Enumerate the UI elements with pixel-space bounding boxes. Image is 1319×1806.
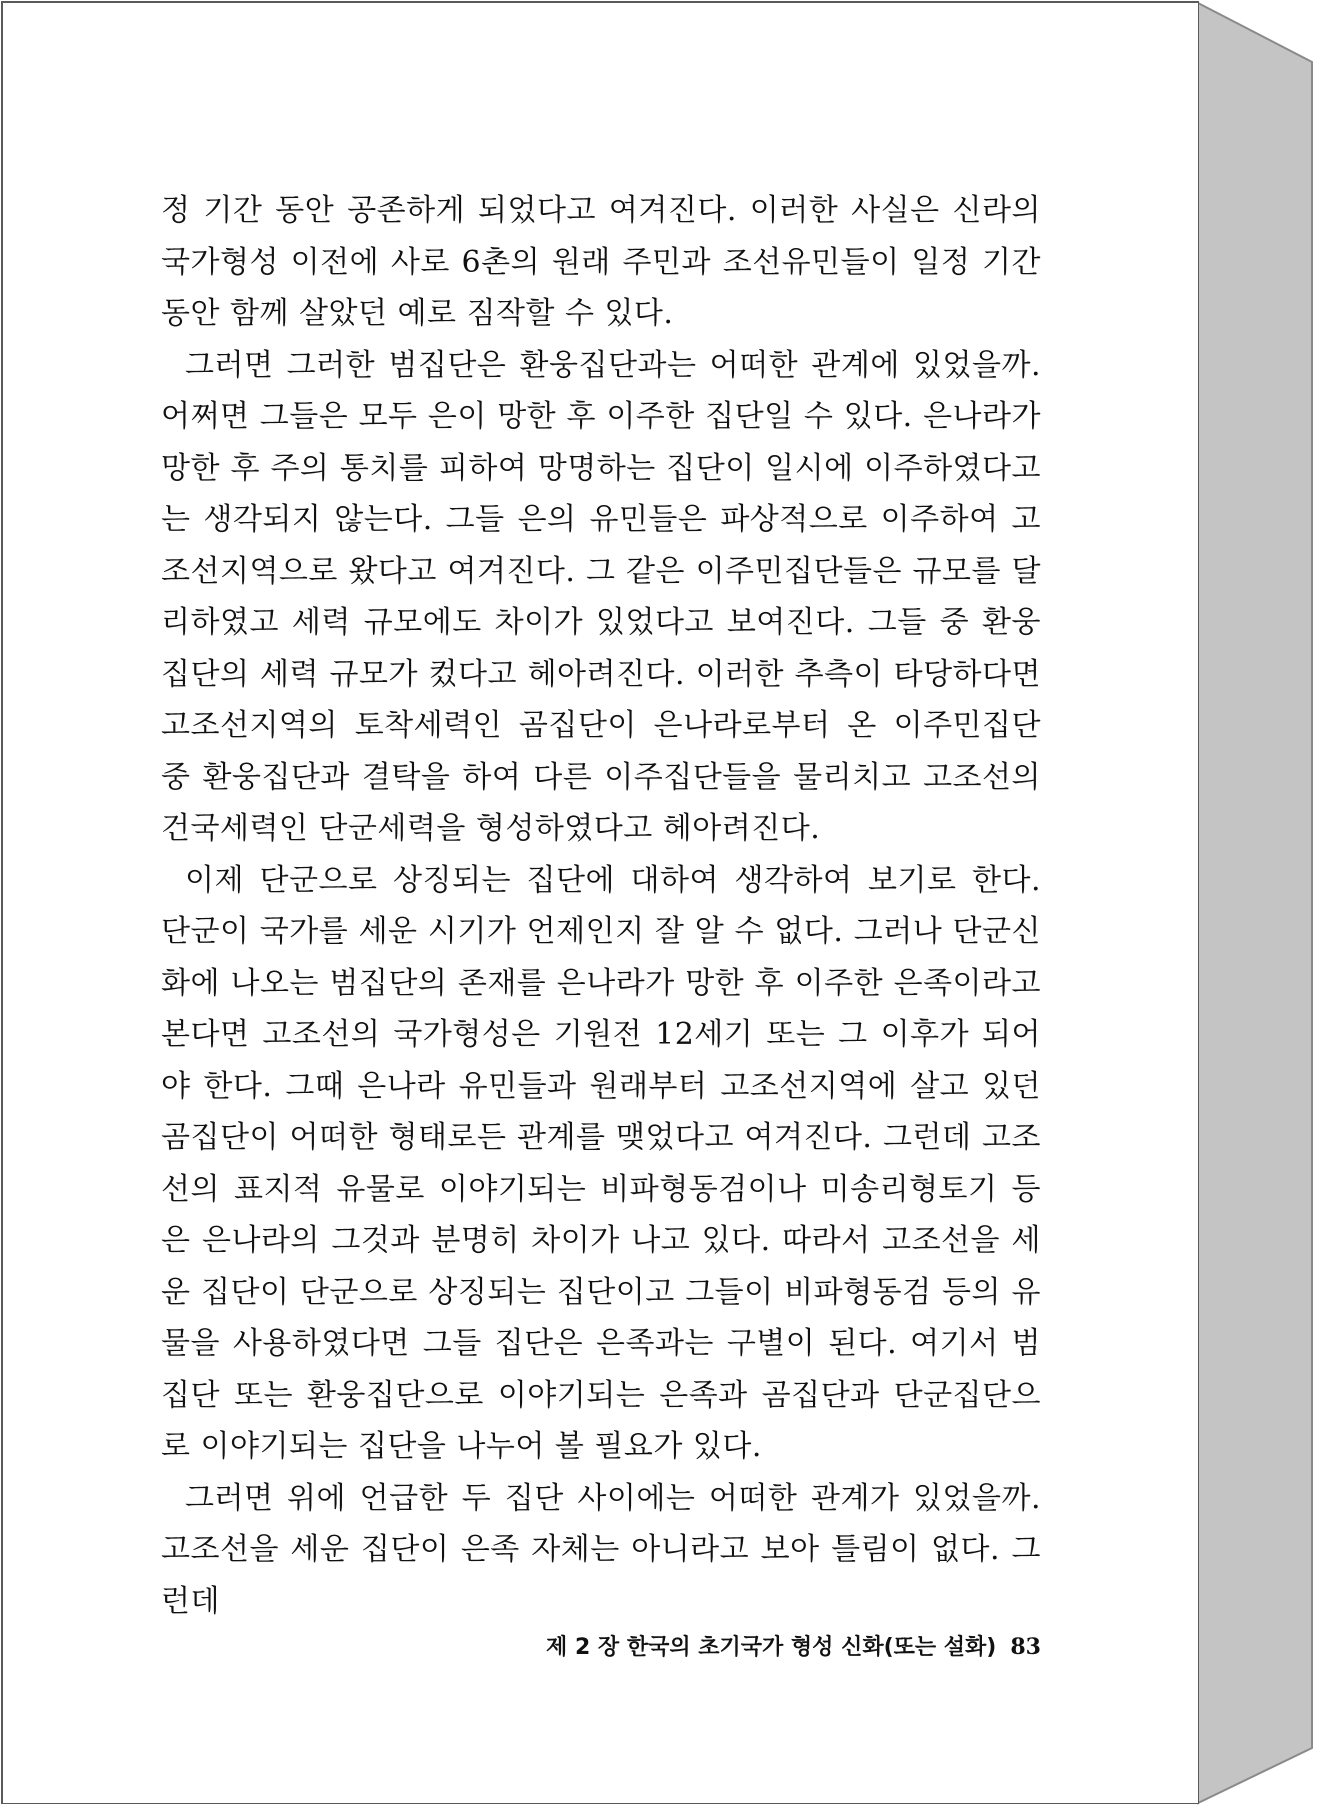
page-footer (523, 1630, 1041, 1661)
book-page (3, 3, 1198, 1803)
paragraph: 정 기간 동안 공존하게 되었다고 여겨진다. 이러한 사실은 신라의 국가형성 이전에 사로 6촌의 원래 주민과 조선유민들이 일정 기간 동안 함께 살았던 예로 짐작할 수 있다. (161, 193, 1041, 331)
paragraph: 이제 단군으로 상징되는 집단에 대하여 생각하여 보기로 한다. 단군이 국가를 세운 시기가 언제인지 잘 알 수 없다. 그러나 단군신화에 나오는 범집단의 존재를 은나라가 망한 후 이주한 은족이라고 본다면 고조선의 국가형성은 기원전 12세기 또는 그 이후가 되어야 한다. 그때 은나라 유민들과 원래부터 고조선지역에 살고 있던 곰집단이 어떠한 형태로든 관계를 맺었다고 여겨진다. 그런데 고조선의 표지적 유물로 이야기되는 비파형동검이나 미송리형토기 등은 은나라의 그것과 분명히 차이가 나고 있다. 따라서 고조선을 세운 집단이 단군으로 상징되는 집단이고 그들이 비파형동검 등의 유물을 사용하였다면 그들 집단은 은족과는 구별이 된다. 여기서 범집단 또는 환웅집단으로 이야기되는 은족과 곰집단과 단군집단으로 이야기되는 집단을 나누어 볼 필요가 있다. (161, 862, 1041, 1464)
running-head: 제 2 장 한국의 초기국가 형성 신화(또는 설화) (546, 1635, 997, 1660)
paragraph: 그러면 위에 언급한 두 집단 사이에는 어떠한 관계가 있었을까. 고조선을 세운 집단이 은족 자체는 아니라고 보아 틀림이 없다. 그런데 (161, 1480, 1041, 1619)
page-number: 83 (1010, 1634, 1041, 1660)
paragraph: 그러면 그러한 범집단은 환웅집단과는 어떠한 관계에 있었을까. 어쩌면 그들은 모두 은이 망한 후 이주한 집단일 수 있다. 은나라가 망한 후 주의 통치를 피하여 망명하는 집단이 일시에 이주하였다고는 생각되지 않는다. 그들 은의 유민들은 파상적으로 이주하여 고조선지역으로 왔다고 여겨진다. 그 같은 이주민집단들은 규모를 달리하였고 세력 규모에도 차이가 있었다고 보여진다. 그들 중 환웅집단의 세력 규모가 컸다고 헤아려진다. 이러한 추측이 타당하다면 고조선지역의 토착세력인 곰집단이 은나라로부터 온 이주민집단 중 환웅집단과 결탁을 하여 다른 이주집단들을 물리치고 고조선의 건국세력인 단군세력을 형성하였다고 헤아려진다. (161, 347, 1041, 846)
body-text (161, 185, 1041, 1627)
